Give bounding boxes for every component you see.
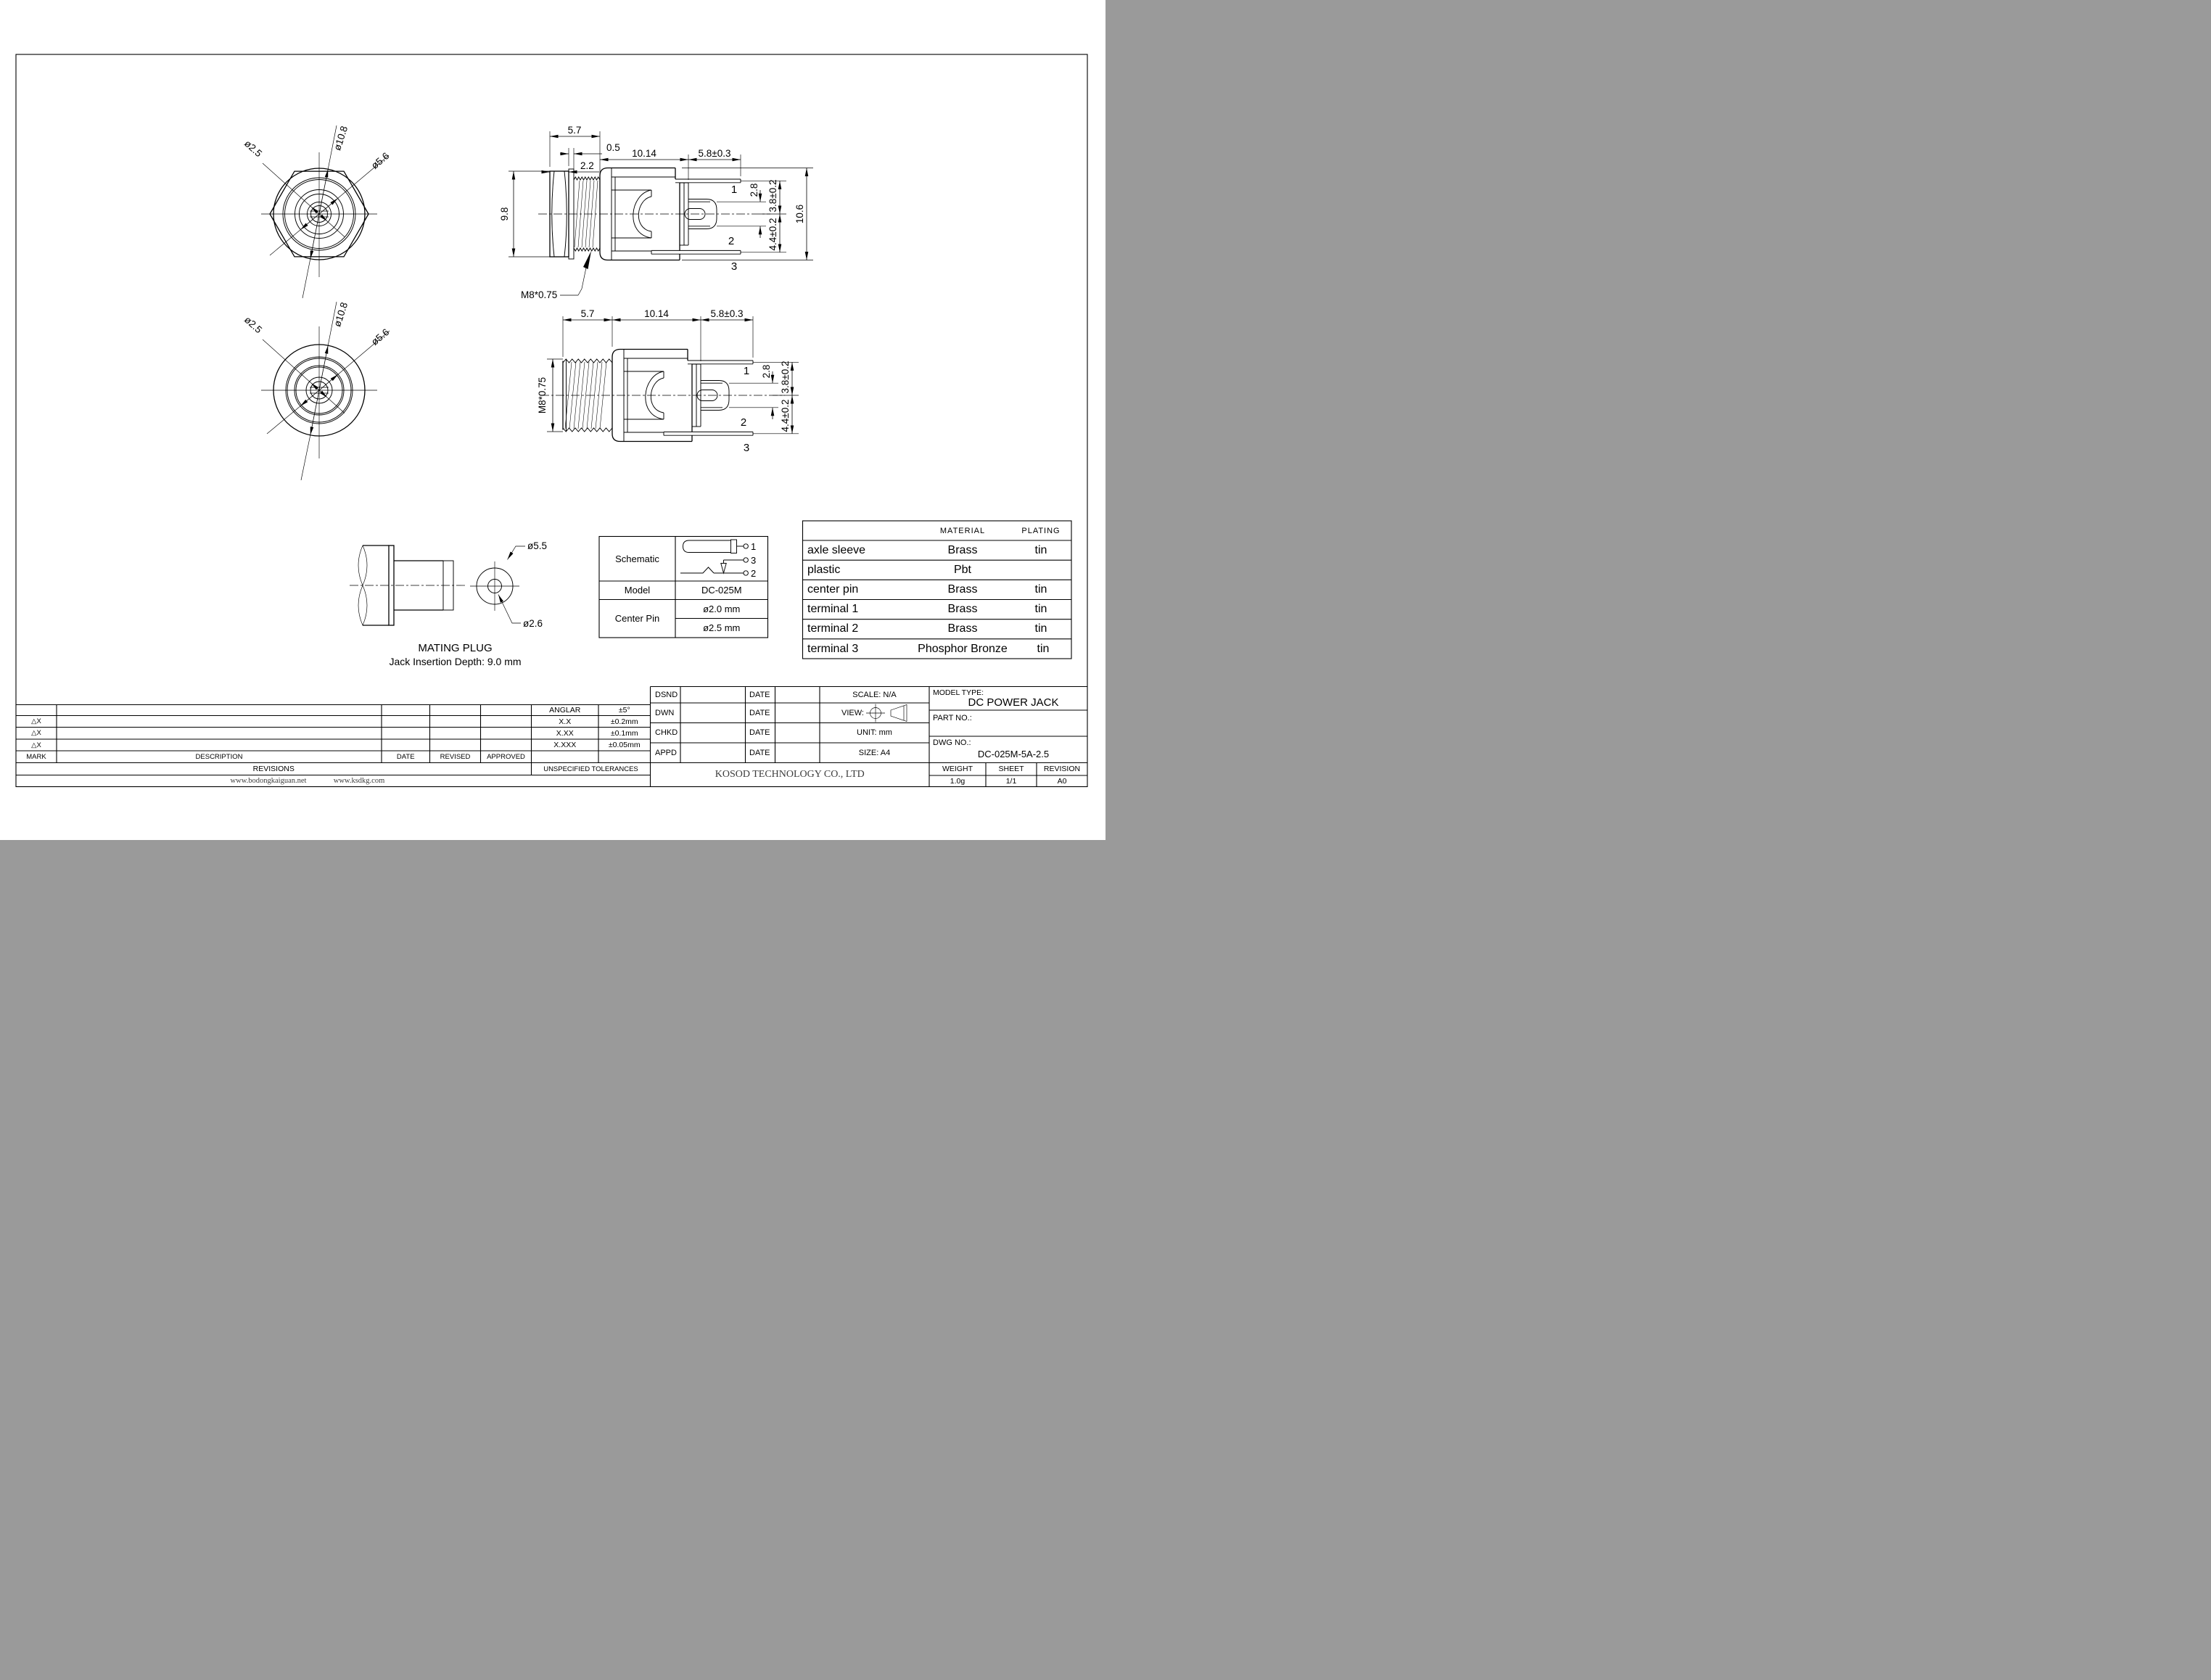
model-row-label: Model bbox=[624, 585, 651, 596]
company-name: KOSOD TECHNOLOGY CO., LTD bbox=[715, 769, 865, 780]
schematic-symbol bbox=[680, 540, 748, 575]
weight-value: 1.0g bbox=[950, 776, 965, 786]
dim-label: 3.8±0.2 bbox=[767, 179, 778, 213]
mark-header: MARK bbox=[26, 752, 46, 761]
dim-label: 3.8±0.2 bbox=[780, 361, 791, 394]
materials-part: plastic bbox=[807, 563, 841, 576]
pin-label: 3 bbox=[743, 442, 750, 454]
materials-material: Brass bbox=[947, 622, 978, 635]
materials-part: center pin bbox=[807, 582, 859, 596]
pin-label: 1 bbox=[730, 184, 738, 196]
scale-value: SCALE: N/A bbox=[852, 690, 897, 699]
dwg-no-label: DWG NO.: bbox=[933, 738, 971, 747]
schematic-pin-3: 3 bbox=[751, 555, 757, 566]
model-value: DC-025M bbox=[701, 585, 742, 596]
date-label: DATE bbox=[749, 728, 770, 738]
diameter-label: ø5.5 bbox=[527, 540, 548, 551]
materials-plating: tin bbox=[1034, 582, 1047, 596]
diameter-label: ø10.8 bbox=[332, 124, 350, 152]
date-label: DATE bbox=[749, 690, 770, 699]
dim-label: 10.6 bbox=[794, 204, 805, 224]
thread-label: M8*0.75 bbox=[521, 289, 558, 300]
side-view-with-nut bbox=[499, 125, 813, 300]
dsnd-label: DSND bbox=[655, 690, 678, 699]
center-pin-value-1: ø2.0 mm bbox=[703, 604, 741, 614]
center-pin-value-2: ø2.5 mm bbox=[703, 622, 741, 634]
schematic-row-label: Schematic bbox=[615, 553, 659, 564]
mating-plug-subtitle: Jack Insertion Depth: 9.0 mm bbox=[389, 655, 522, 667]
diameter-label: ø2.5 bbox=[242, 138, 265, 160]
materials-header-material: MATERIAL bbox=[939, 526, 986, 535]
revised-header: REVISED bbox=[440, 752, 471, 761]
diameter-label: ø2.6 bbox=[523, 618, 543, 629]
revision-mark-row: △X bbox=[31, 741, 41, 749]
approved-header: APPROVED bbox=[487, 752, 525, 761]
size-value: SIZE: A4 bbox=[858, 748, 891, 757]
pin-label: 3 bbox=[730, 260, 738, 273]
materials-material: Pbt bbox=[953, 563, 971, 576]
dwg-no-value: DC-025M-5A-2.5 bbox=[977, 748, 1050, 759]
drawing-sheet bbox=[0, 0, 1106, 840]
center-pin-row-label: Center Pin bbox=[614, 613, 660, 625]
tolerance-value: ±0.05mm bbox=[608, 741, 641, 749]
materials-plating: tin bbox=[1034, 543, 1047, 556]
dim-label: 5.7 bbox=[567, 125, 582, 136]
revisions-title: REVISIONS bbox=[252, 765, 295, 773]
view-label: VIEW: bbox=[841, 708, 864, 717]
page-border bbox=[16, 54, 1087, 787]
tolerance-value: ±0.1mm bbox=[610, 728, 638, 738]
tolerance-label: X.XXX bbox=[553, 741, 577, 749]
materials-part: terminal 1 bbox=[807, 603, 859, 615]
url-1: www.bodongkaiguan.net bbox=[230, 777, 307, 785]
pin-label: 1 bbox=[743, 365, 750, 377]
model-type-value: DC POWER JACK bbox=[968, 696, 1059, 709]
revision-value: A0 bbox=[1057, 776, 1067, 786]
schematic-pin-2: 2 bbox=[751, 568, 757, 579]
tolerance-label: X.X bbox=[559, 717, 572, 726]
dim-label: 0.5 bbox=[606, 142, 620, 153]
model-type-label: MODEL TYPE: bbox=[933, 688, 984, 697]
revision-header: REVISION bbox=[1043, 765, 1081, 774]
materials-material: Brass bbox=[947, 603, 978, 615]
dim-label: 5.8±0.3 bbox=[698, 148, 731, 159]
chkd-label: CHKD bbox=[655, 728, 678, 738]
diameter-label: ø5.6 bbox=[368, 326, 392, 347]
thread-label: M8*0.75 bbox=[537, 376, 548, 414]
unspecified-tolerances-title: UNSPECIFIED TOLERANCES bbox=[543, 765, 638, 773]
front-view-hex bbox=[242, 125, 391, 298]
tolerance-label: X.XX bbox=[556, 728, 574, 738]
materials-part: terminal 2 bbox=[807, 622, 859, 635]
part-no-label: PART NO.: bbox=[933, 714, 972, 722]
appd-label: APPD bbox=[655, 748, 677, 757]
dim-label: 10.14 bbox=[644, 308, 669, 319]
revision-mark-row: △X bbox=[31, 717, 41, 725]
materials-material: Phosphor Bronze bbox=[918, 642, 1008, 655]
weight-header: WEIGHT bbox=[942, 765, 973, 774]
materials-plating: tin bbox=[1034, 603, 1047, 615]
date-label: DATE bbox=[749, 708, 770, 717]
tolerance-value: ±0.2mm bbox=[610, 717, 638, 726]
mating-plug-title: MATING PLUG bbox=[418, 641, 493, 654]
date-header: DATE bbox=[396, 752, 415, 761]
tolerance-value: ±5° bbox=[618, 706, 630, 715]
materials-plating: tin bbox=[1037, 642, 1050, 655]
materials-part: terminal 3 bbox=[807, 642, 859, 655]
dim-label: 2.8 bbox=[749, 183, 759, 197]
url-2: www.ksdkg.com bbox=[333, 777, 385, 785]
diameter-label: ø5.6 bbox=[368, 150, 392, 171]
side-view-threaded bbox=[537, 308, 799, 454]
schematic-pin-1: 1 bbox=[751, 541, 757, 552]
description-header: DESCRIPTION bbox=[195, 752, 243, 761]
front-view-round bbox=[242, 301, 391, 480]
pin-label: 2 bbox=[728, 235, 735, 247]
date-label: DATE bbox=[749, 748, 770, 757]
dim-label: 4.4±0.2 bbox=[780, 399, 791, 432]
dim-label: 4.4±0.2 bbox=[767, 218, 778, 251]
diameter-label: ø10.8 bbox=[332, 300, 350, 329]
dim-label: 9.8 bbox=[499, 207, 510, 221]
revision-mark-row: △X bbox=[31, 729, 41, 738]
dwn-label: DWN bbox=[655, 708, 675, 717]
pin-label: 2 bbox=[740, 416, 747, 429]
tolerance-label: ANGLAR bbox=[549, 706, 581, 715]
mating-plug-view bbox=[350, 540, 547, 629]
dim-label: 2.2 bbox=[580, 160, 594, 171]
materials-plating bbox=[1012, 560, 1070, 580]
dim-label: 5.8±0.3 bbox=[710, 308, 744, 319]
dim-label: 5.7 bbox=[580, 308, 595, 319]
materials-plating: tin bbox=[1034, 622, 1047, 635]
unit-value: UNIT: mm bbox=[857, 728, 892, 738]
materials-part: axle sleeve bbox=[807, 543, 866, 556]
diameter-label: ø2.5 bbox=[242, 314, 265, 336]
sheet-header: SHEET bbox=[998, 765, 1024, 774]
sheet-value: 1/1 bbox=[1005, 776, 1017, 786]
materials-material: Brass bbox=[947, 582, 978, 596]
dim-label: 2.8 bbox=[761, 364, 772, 379]
dim-label: 10.14 bbox=[632, 148, 656, 159]
materials-header-plating: PLATING bbox=[1021, 526, 1061, 535]
materials-material: Brass bbox=[947, 543, 978, 556]
